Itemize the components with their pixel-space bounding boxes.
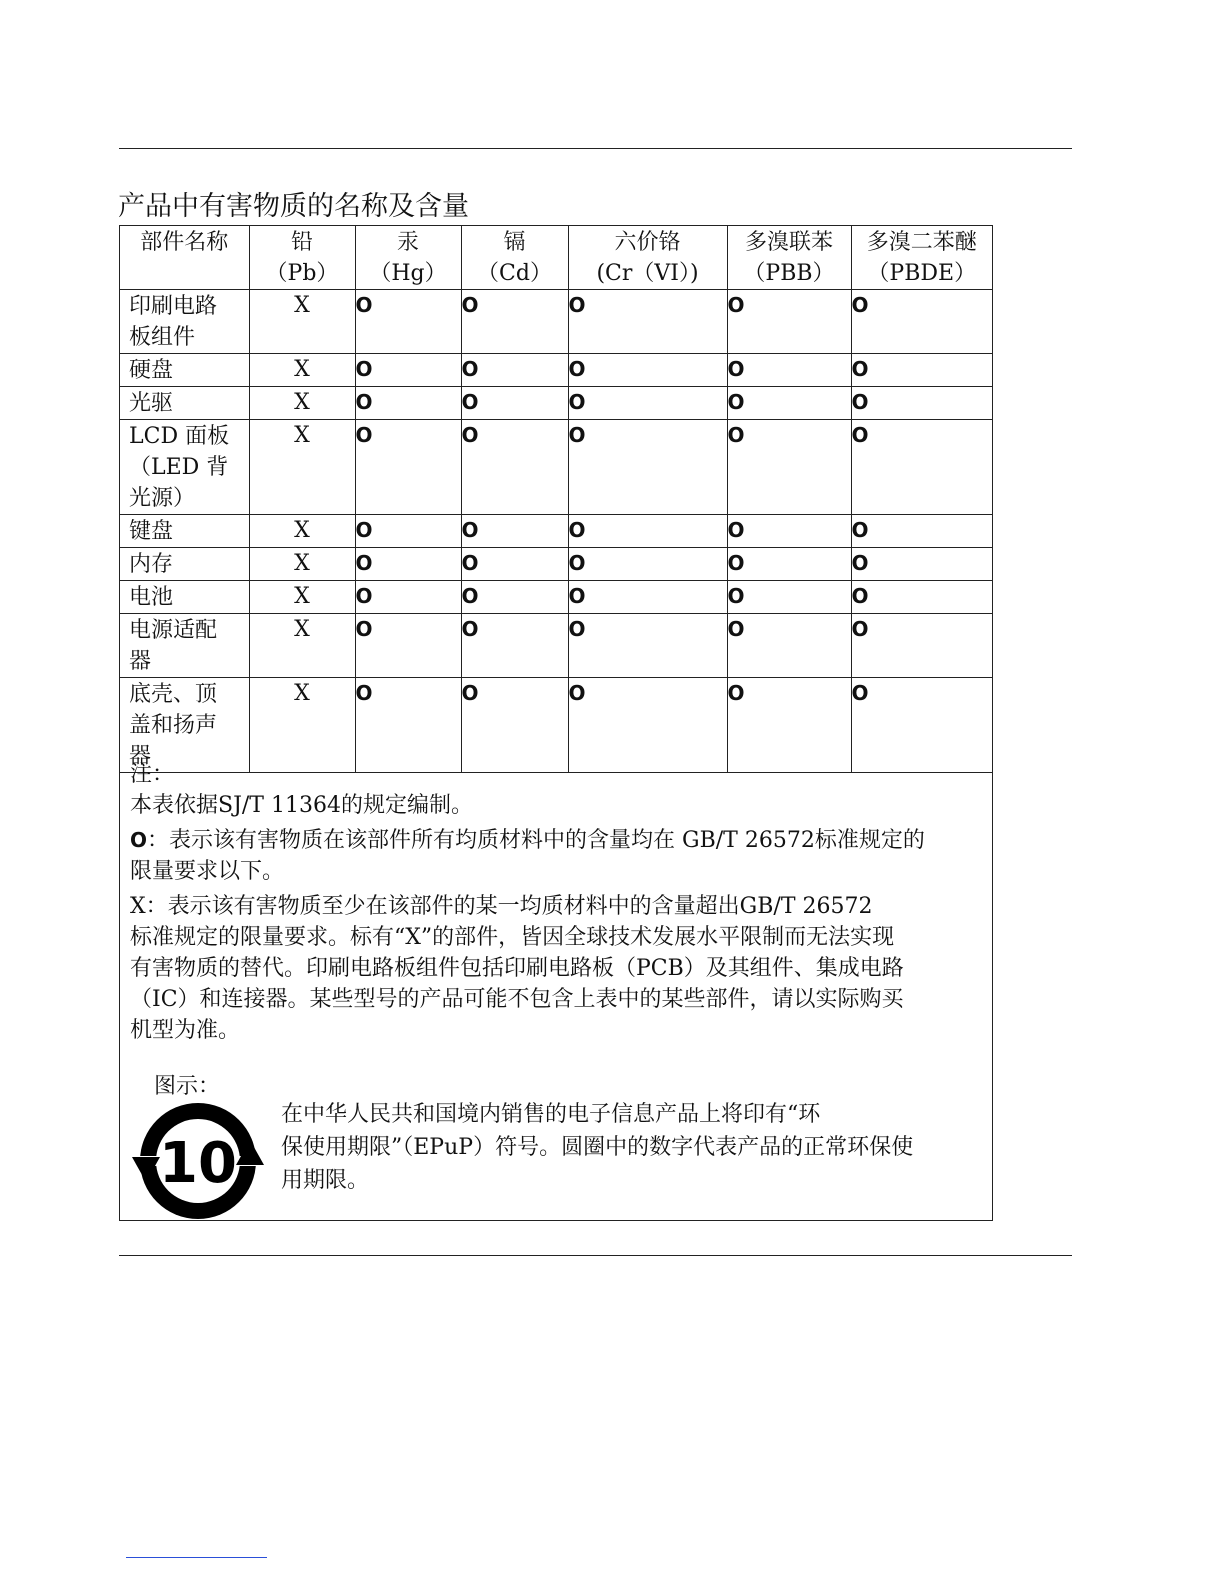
cell-pbde [851, 515, 992, 548]
cell-mark: O [568, 423, 586, 447]
cell-pbb [727, 548, 851, 581]
cell-mark: X [294, 518, 310, 543]
table-row [120, 354, 992, 387]
cell-lead [249, 420, 355, 515]
part-name [120, 290, 249, 354]
part-name-line: 板组件 [129, 325, 196, 350]
cell-mark: O [727, 390, 745, 414]
cell-pbde [851, 420, 992, 515]
epup-text-line: 用期限。 [281, 1168, 370, 1193]
cell-mark: O [461, 617, 479, 641]
part-name-line: 键盘 [129, 519, 174, 544]
cell-mark: O [568, 357, 586, 381]
cell-pbb [727, 354, 851, 387]
cell-mark: X [294, 357, 310, 382]
cell-cadmium [461, 581, 568, 614]
part-name-line: 电池 [129, 585, 174, 610]
cell-mark: O [355, 551, 373, 575]
cell-pbb [727, 387, 851, 420]
cell-mark: O [568, 293, 586, 317]
table-body [120, 290, 992, 773]
notes-section [130, 759, 980, 1046]
cell-pbb [727, 290, 851, 354]
header-mercury: 汞 （Hg） [355, 226, 461, 290]
cell-mark: O [355, 357, 373, 381]
table-row [120, 420, 992, 515]
cell-mercury [355, 290, 461, 354]
header-part-name: 部件名称 [120, 226, 249, 290]
notes-o-definition-cont: 限量要求以下。 [130, 859, 285, 884]
cell-chromium [568, 387, 727, 420]
cell-mark: O [727, 617, 745, 641]
cell-mark: O [727, 681, 745, 705]
cell-mercury [355, 420, 461, 515]
cell-mark: O [851, 681, 869, 705]
table-row [120, 515, 992, 548]
part-name [120, 614, 249, 678]
epup-text-line: 在中华人民共和国境内销售的电子信息产品上将印有“环 [281, 1102, 821, 1127]
part-name-line: （LED 背 [129, 455, 229, 480]
cell-mark: O [355, 423, 373, 447]
cell-pbde [851, 387, 992, 420]
part-name-line: 器 [129, 744, 152, 769]
cell-mercury [355, 354, 461, 387]
cell-lead [249, 387, 355, 420]
cell-chromium [568, 614, 727, 678]
cell-mark: X [294, 293, 310, 318]
cell-mark: X [294, 390, 310, 415]
part-name [120, 420, 249, 515]
cell-pbb [727, 614, 851, 678]
cell-chromium [568, 548, 727, 581]
footer-link-rule [126, 1557, 267, 1558]
cell-mark: O [568, 681, 586, 705]
cell-pbde [851, 548, 992, 581]
cell-mark: O [851, 584, 869, 608]
cell-mark: O [355, 584, 373, 608]
cell-mark: O [461, 584, 479, 608]
part-name [120, 581, 249, 614]
cell-cadmium [461, 515, 568, 548]
epup-text-line: 保使用期限”（EPuP）符号。圆圈中的数字代表产品的正常环保使 [281, 1135, 914, 1160]
top-rule [119, 148, 1072, 149]
o-mark: O [130, 828, 148, 852]
cell-mark: O [461, 390, 479, 414]
part-name-line: 硬盘 [129, 358, 174, 383]
part-name-line: 底壳、顶 [129, 682, 218, 707]
cell-mark: O [568, 390, 586, 414]
header-cadmium: 镉 （Cd） [461, 226, 568, 290]
cell-mark: O [461, 423, 479, 447]
cell-mark: O [355, 617, 373, 641]
cell-mark: O [727, 584, 745, 608]
notes-x-line: 标准规定的限量要求。标有“X”的部件，皆因全球技术发展水平限制而无法实现 [130, 925, 895, 950]
header-pbb: 多溴联苯 （PBB） [727, 226, 851, 290]
header-hexavalent-chromium: 六价铬 (Cr（VI）) [568, 226, 727, 290]
bottom-rule [119, 1255, 1072, 1256]
cell-mark: X [294, 617, 310, 642]
cell-mark: X [294, 423, 310, 448]
part-name [120, 548, 249, 581]
cell-mark: O [355, 293, 373, 317]
cell-chromium [568, 290, 727, 354]
cell-lead [249, 354, 355, 387]
cell-mark: O [568, 584, 586, 608]
cell-mark: O [568, 551, 586, 575]
legend-label: 图示： [154, 1074, 221, 1099]
part-name-line: 光源） [129, 486, 196, 511]
cell-pbde [851, 614, 992, 678]
cell-mark: O [461, 518, 479, 542]
cell-pbb [727, 515, 851, 548]
notes-x-line: 有害物质的替代。印刷电路板组件包括印刷电路板（PCB）及其组件、集成电路 [130, 956, 904, 981]
cell-cadmium [461, 354, 568, 387]
part-name-line: 印刷电路 [129, 294, 218, 319]
cell-mark: O [851, 423, 869, 447]
notes-x-line: 机型为准。 [130, 1018, 241, 1043]
cell-mark: O [727, 423, 745, 447]
cell-mark: X [294, 681, 310, 706]
cell-lead [249, 290, 355, 354]
cell-chromium [568, 515, 727, 548]
cell-mark: O [355, 681, 373, 705]
part-name-line: 盖和扬声 [129, 713, 218, 738]
hazardous-substance-table [120, 226, 992, 773]
cell-mark: O [851, 518, 869, 542]
epup-description [281, 1098, 981, 1197]
table-header-row [120, 226, 992, 290]
substance-frame [119, 225, 993, 1221]
cell-mark: O [461, 681, 479, 705]
part-name-line: 光驱 [129, 391, 174, 416]
cell-mark: O [461, 357, 479, 381]
cell-mark: O [355, 518, 373, 542]
cell-lead [249, 581, 355, 614]
cell-mercury [355, 515, 461, 548]
table-row [120, 614, 992, 678]
cell-cadmium [461, 614, 568, 678]
part-name [120, 354, 249, 387]
cell-chromium [568, 581, 727, 614]
cell-mark: O [851, 357, 869, 381]
cell-lead [249, 548, 355, 581]
cell-mark: O [851, 293, 869, 317]
notes-x-line: （IC）和连接器。某些型号的产品可能不包含上表中的某些部件，请以实际购买 [130, 987, 904, 1012]
cell-cadmium [461, 420, 568, 515]
cell-chromium [568, 354, 727, 387]
cell-mark: O [727, 551, 745, 575]
cell-pbde [851, 354, 992, 387]
cell-mark: O [851, 551, 869, 575]
notes-line-standard: 本表依据SJ/T 11364的规定编制。 [130, 793, 473, 818]
cell-mark: O [851, 390, 869, 414]
cell-mark: O [461, 551, 479, 575]
cell-mark: O [568, 518, 586, 542]
cell-mark: O [851, 617, 869, 641]
cell-mark: O [568, 617, 586, 641]
notes-label: 注： [130, 762, 175, 787]
cell-mercury [355, 614, 461, 678]
cell-lead [249, 614, 355, 678]
table-row [120, 548, 992, 581]
header-lead: 铅 （Pb） [249, 226, 355, 290]
part-name-line: 器 [129, 649, 152, 674]
cell-mercury [355, 581, 461, 614]
part-name [120, 387, 249, 420]
cell-mark: O [727, 518, 745, 542]
cell-mark: O [727, 293, 745, 317]
cell-mercury [355, 387, 461, 420]
page-title: 产品中有害物质的名称及含量 [118, 191, 469, 222]
header-pbde: 多溴二苯醚 （PBDE） [851, 226, 992, 290]
epup-number: 10 [159, 1131, 237, 1196]
table-row [120, 387, 992, 420]
cell-chromium [568, 420, 727, 515]
cell-cadmium [461, 290, 568, 354]
epup-10-icon [130, 1102, 266, 1220]
cell-pbb [727, 581, 851, 614]
part-name-line: 电源适配 [129, 618, 218, 643]
cell-mercury [355, 548, 461, 581]
notes-o-definition: O：表示该有害物质在该部件所有均质材料中的含量均在 GB/T 26572标准规定的 [130, 828, 925, 853]
cell-mark: X [294, 584, 310, 609]
cell-mark: O [355, 390, 373, 414]
cell-mark: O [727, 357, 745, 381]
part-name-line: LCD 面板 [129, 424, 230, 449]
cell-pbde [851, 581, 992, 614]
cell-pbde [851, 290, 992, 354]
cell-lead [249, 515, 355, 548]
part-name [120, 515, 249, 548]
table-row [120, 290, 992, 354]
notes-x-line: X：表示该有害物质至少在该部件的某一均质材料中的含量超出GB/T 26572 [130, 894, 873, 919]
cell-mark: O [461, 293, 479, 317]
table-row [120, 581, 992, 614]
cell-pbb [727, 420, 851, 515]
part-name-line: 内存 [129, 552, 174, 577]
cell-mark: X [294, 551, 310, 576]
cell-cadmium [461, 548, 568, 581]
cell-cadmium [461, 387, 568, 420]
